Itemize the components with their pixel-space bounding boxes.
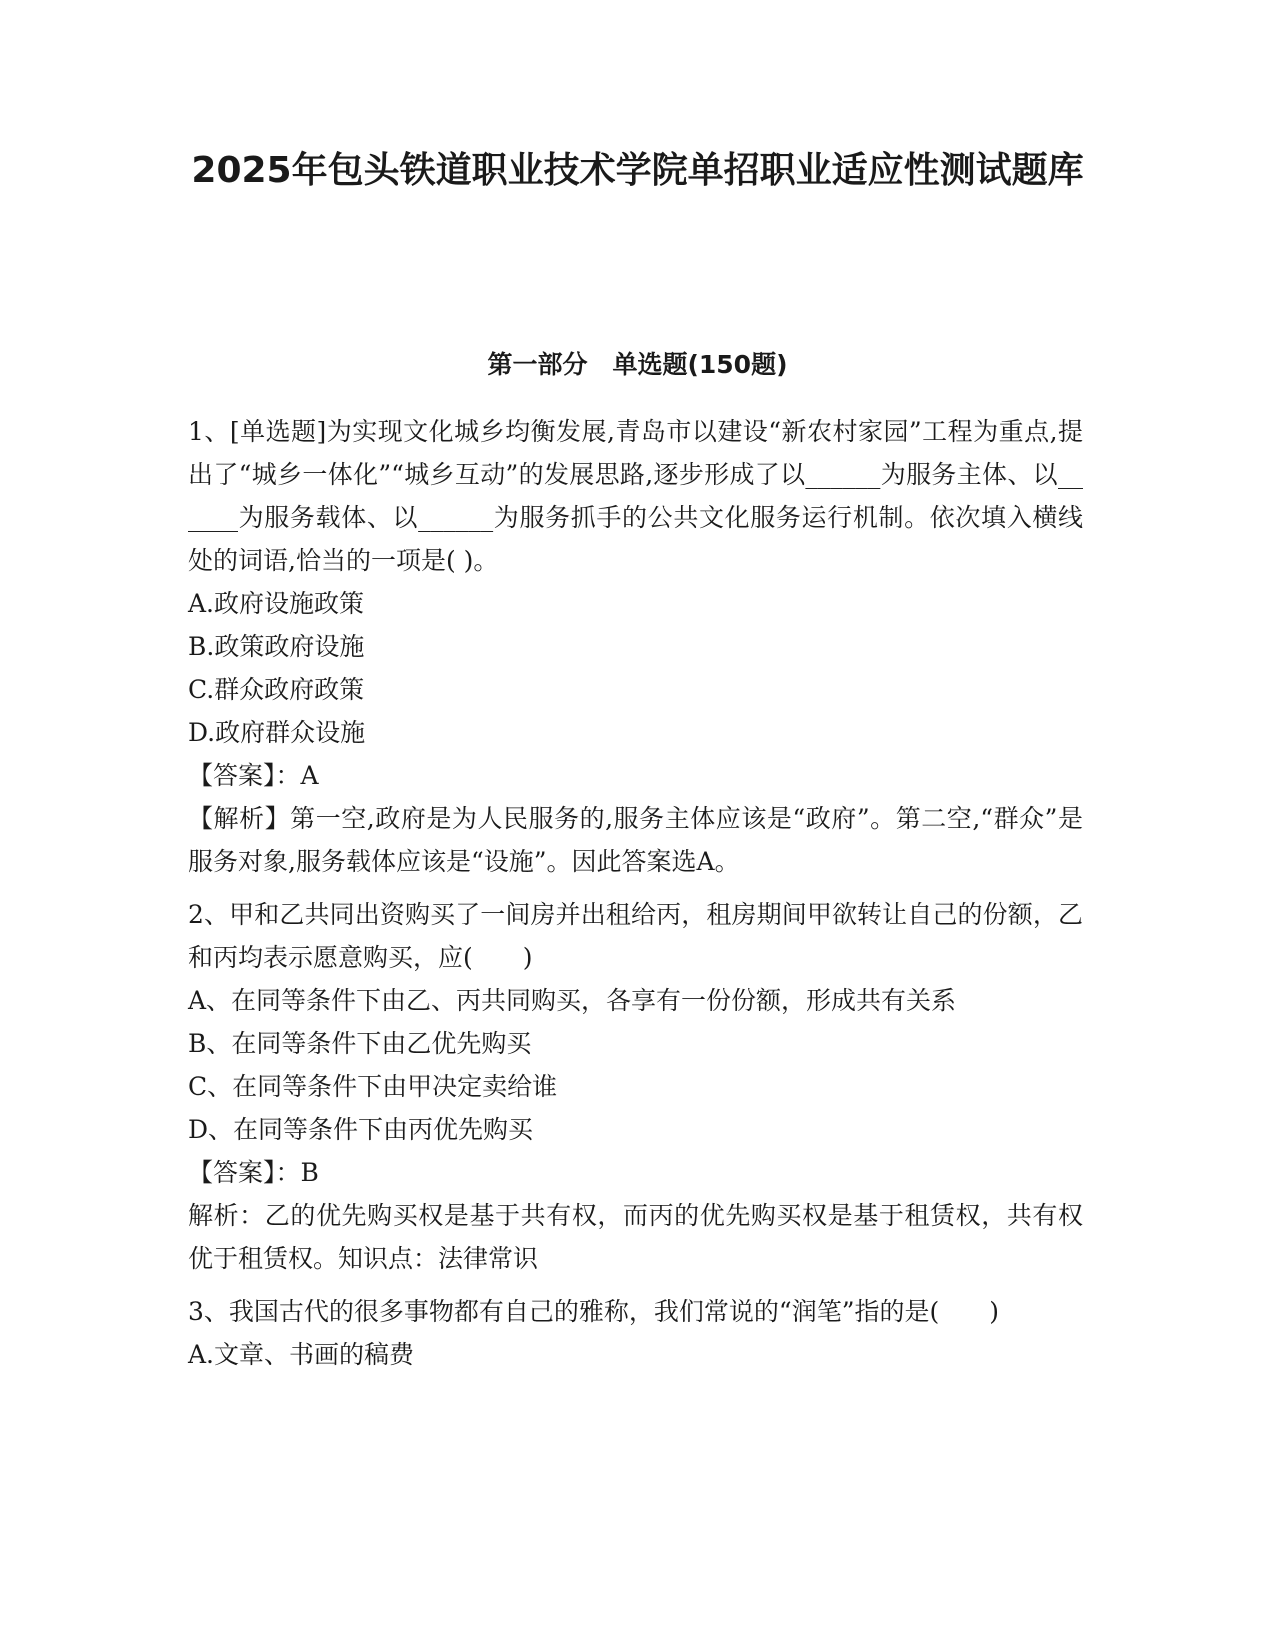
question-stem: 2、甲和乙共同出资购买了一间房并出租给丙，租房期间甲欲转让自己的份额，乙和丙均表示愿意购买，应( ) (188, 900, 1083, 972)
question-list (188, 410, 1083, 1386)
option-d: D.政府群众设施 (188, 718, 366, 747)
answer-line: 【答案】：B (188, 1158, 319, 1187)
analysis-text: 解析：乙的优先购买权是基于共有权，而丙的优先购买权是基于租赁权，共有权优于租赁权。知识点：法律常识 (188, 1201, 1083, 1273)
option-b: B、在同等条件下由乙优先购买 (188, 1029, 532, 1058)
option-a: A.政府设施政策 (188, 589, 365, 618)
question-stem: 3、我国古代的很多事物都有自己的雅称，我们常说的“润笔”指的是( ) (188, 1297, 999, 1326)
option-d: D、在同等条件下由丙优先购买 (188, 1115, 534, 1144)
document-title: 2025年包头铁道职业技术学院单招职业适应性测试题库 (191, 150, 1084, 191)
option-c: C、在同等条件下由甲决定卖给谁 (188, 1072, 558, 1101)
question-stem: 1、[单选题]为实现文化城乡均衡发展,青岛市以建设“新农村家园”工程为重点,提出了“城乡一体化”“城乡互动”的发展思路,逐步形成了以______为服务主体、以______为服务载体、以______为服务抓手的公共文化服务运行机制。依次填入横线处的词语,恰当的一项是( )。 (188, 417, 1083, 575)
option-b: B.政策政府设施 (188, 632, 365, 661)
option-c: C.群众政府政策 (188, 675, 365, 704)
option-a: A.文章、书画的稿费 (188, 1340, 415, 1369)
section-title: 第一部分 单选题(150题) (487, 350, 788, 379)
question-item (188, 410, 1083, 883)
option-a: A、在同等条件下由乙、丙共同购买，各享有一份份额，形成共有关系 (188, 986, 957, 1015)
analysis-text: 【解析】第一空,政府是为人民服务的,服务主体应该是“政府”。第二空,“群众”是服务对象,服务载体应该是“设施”。因此答案选A。 (188, 804, 1083, 876)
answer-line: 【答案】：A (188, 761, 319, 790)
question-item (188, 1290, 1083, 1376)
question-item (188, 893, 1083, 1280)
